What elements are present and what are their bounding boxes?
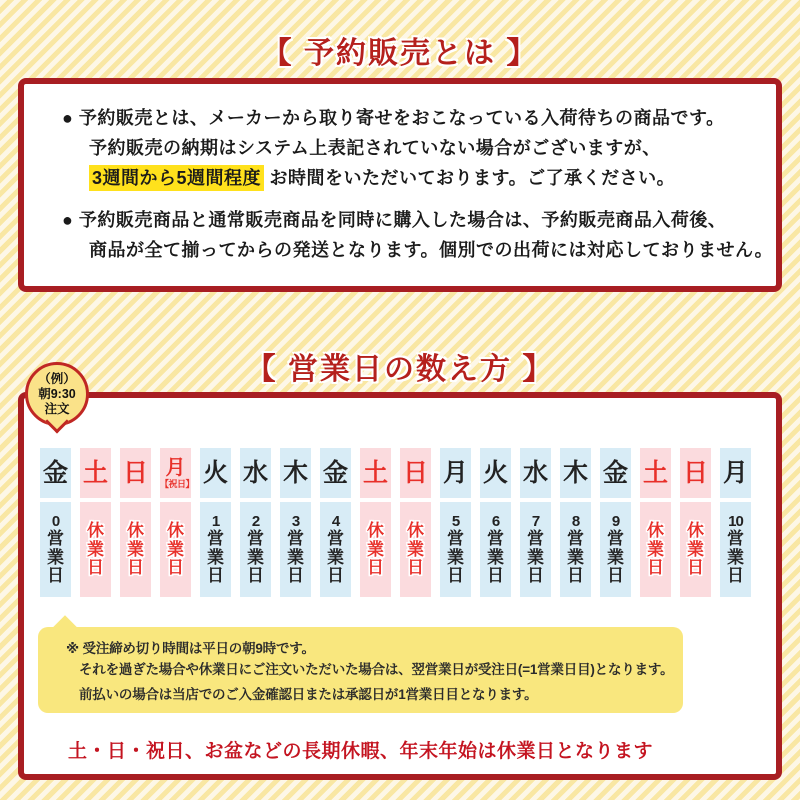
count-char: 日 [527, 566, 544, 586]
count-char: 休 [167, 520, 184, 540]
day-label: 金 [322, 458, 348, 487]
day-cell [720, 448, 751, 498]
count-char: 日 [567, 566, 584, 586]
day-label: 水 [522, 458, 548, 487]
count-char: 日 [447, 566, 464, 586]
calendar-column [280, 448, 311, 597]
day-cell [360, 448, 391, 498]
count-cell [480, 502, 511, 597]
count-char: 業 [167, 539, 184, 559]
preorder-bullet1-line3 [62, 163, 776, 193]
day-label: 火 [202, 458, 228, 487]
count-char: 日 [47, 566, 64, 586]
calendar-column [400, 448, 431, 597]
count-char: 休 [87, 520, 104, 540]
count-char: 営 [447, 528, 464, 548]
business-days-box [18, 392, 782, 780]
note-line-1: ※ 受注締め切り時間は平日の朝9時です。 [66, 641, 315, 656]
count-char: 休 [407, 520, 424, 540]
count-number: 7 [531, 512, 540, 530]
preorder-bullet1-line2: 予約販売の納期はシステム上表記されていない場合がございますが、 [89, 138, 661, 158]
count-char: 日 [127, 558, 144, 578]
preorder-info-box [18, 78, 782, 292]
count-cell [200, 502, 231, 597]
count-number: 6 [491, 512, 500, 530]
note-line-2: それを過ぎた場合や休業日にご注文いただいた場合は、翌営業日が受注日(=1営業日目)となります。 [79, 662, 674, 677]
calendar-column [160, 448, 195, 597]
calendar-column [440, 448, 471, 597]
count-char: 業 [247, 547, 264, 567]
calendar-column [680, 448, 711, 597]
note-line-3: 前払いの場合は当店でのご入金確認日または承認日が1営業日目となります。 [79, 687, 538, 702]
day-label: 日 [402, 458, 428, 487]
count-cell [40, 502, 71, 597]
calendar-column [120, 448, 151, 597]
count-cell [440, 502, 471, 597]
count-cell [280, 502, 311, 597]
day-label: 木 [282, 458, 308, 487]
calendar [40, 448, 751, 597]
count-char: 営 [47, 528, 64, 548]
calendar-column [600, 448, 631, 597]
count-char: 業 [527, 547, 544, 567]
count-char: 日 [727, 566, 744, 586]
count-char: 業 [607, 547, 624, 567]
count-char: 業 [207, 547, 224, 567]
count-char: 日 [167, 558, 184, 578]
count-char: 業 [687, 539, 704, 559]
count-char: 休 [647, 520, 664, 540]
bubble-line3: 注文 [44, 401, 70, 416]
count-number: 8 [571, 512, 580, 530]
count-number: 0 [51, 512, 60, 530]
calendar-column [720, 448, 751, 597]
day-label: 金 [42, 458, 68, 487]
count-char: 日 [87, 558, 104, 578]
count-char: 営 [287, 528, 304, 548]
count-char: 休 [367, 520, 384, 540]
day-label: 日 [122, 458, 148, 487]
count-char: 営 [527, 528, 544, 548]
count-cell [640, 502, 671, 597]
count-cell [120, 502, 151, 597]
day-cell [400, 448, 431, 498]
count-char: 日 [487, 566, 504, 586]
day-cell [40, 448, 71, 498]
count-char: 休 [687, 520, 704, 540]
count-number: 10 [728, 512, 743, 530]
count-char: 日 [367, 558, 384, 578]
count-cell [600, 502, 631, 597]
example-order-bubble [25, 362, 89, 426]
day-cell [600, 448, 631, 498]
count-number: 1 [211, 512, 220, 530]
count-char: 業 [447, 547, 464, 567]
count-char: 日 [207, 566, 224, 586]
count-char: 営 [567, 528, 584, 548]
day-cell [200, 448, 231, 498]
count-char: 業 [487, 547, 504, 567]
count-char: 日 [607, 566, 624, 586]
day-label: 月 [442, 458, 468, 487]
calendar-column [480, 448, 511, 597]
count-cell [240, 502, 271, 597]
day-label: 火 [482, 458, 508, 487]
holiday-notice: 土・日・祝日、お盆などの長期休暇、年末年始は休業日となります [67, 741, 653, 762]
count-cell [400, 502, 431, 597]
count-char: 日 [687, 558, 704, 578]
count-char: 業 [87, 539, 104, 559]
count-char: 営 [487, 528, 504, 548]
count-cell [160, 502, 191, 597]
count-char: 業 [287, 547, 304, 567]
count-char: 業 [367, 539, 384, 559]
preorder-bullet1-line1: ● 予約販売とは、メーカーから取り寄せをおこなっている入荷待ちの商品です。 [62, 108, 725, 128]
day-label: 土 [362, 458, 388, 487]
day-label: 金 [602, 458, 628, 487]
day-label: 日 [682, 458, 708, 487]
lead-time-rest: お時間をいただいております。ご了承ください。 [264, 168, 676, 188]
count-char: 休 [127, 520, 144, 540]
count-char: 業 [127, 539, 144, 559]
count-cell [520, 502, 551, 597]
count-number: 2 [251, 512, 260, 530]
count-char: 業 [727, 547, 744, 567]
preorder-bullet2-line1: ● 予約販売商品と通常販売商品を同時に購入した場合は、予約販売商品入荷後、 [62, 210, 727, 230]
day-cell [80, 448, 111, 498]
day-cell [120, 448, 151, 498]
count-cell [560, 502, 591, 597]
calendar-column [640, 448, 671, 597]
count-cell [680, 502, 711, 597]
count-char: 日 [407, 558, 424, 578]
day-label: 月 [165, 456, 186, 479]
count-char: 営 [327, 528, 344, 548]
business-days-title: 【 営業日の数え方 】 [245, 353, 555, 386]
count-number: 5 [451, 512, 460, 530]
count-cell [360, 502, 391, 597]
calendar-column [560, 448, 591, 597]
count-char: 営 [727, 528, 744, 548]
count-char: 業 [47, 547, 64, 567]
calendar-column [40, 448, 71, 597]
day-cell [520, 448, 551, 498]
day-cell [680, 448, 711, 498]
holiday-note: 【祝日】 [160, 478, 195, 489]
count-cell [80, 502, 111, 597]
day-cell [160, 448, 195, 498]
preorder-title: 【 予約販売とは 】 [261, 37, 539, 70]
day-label: 水 [242, 458, 268, 487]
bubble-line1: （例） [38, 371, 76, 386]
calendar-column [520, 448, 551, 597]
preorder-bullet2-line2: 商品が全て揃ってからの発送となります。個別での出荷には対応しておりません。 [89, 240, 774, 260]
day-cell [240, 448, 271, 498]
count-char: 営 [247, 528, 264, 548]
day-label: 月 [722, 458, 748, 487]
calendar-column [200, 448, 231, 597]
day-cell [560, 448, 591, 498]
count-number: 9 [611, 512, 620, 530]
calendar-column [240, 448, 271, 597]
day-cell [640, 448, 671, 498]
bubble-line2: 朝9:30 [38, 386, 76, 401]
day-label: 木 [562, 458, 588, 487]
count-char: 営 [207, 528, 224, 548]
count-char: 業 [327, 547, 344, 567]
day-cell [280, 448, 311, 498]
count-char: 業 [567, 547, 584, 567]
order-cutoff-note [38, 627, 683, 713]
day-cell [320, 448, 351, 498]
count-char: 日 [287, 566, 304, 586]
count-char: 営 [607, 528, 624, 548]
count-number: 4 [331, 512, 340, 530]
lead-time-highlight: 3週間から5週間程度 [89, 165, 264, 191]
day-cell [440, 448, 471, 498]
count-char: 業 [647, 539, 664, 559]
day-label: 土 [82, 458, 108, 487]
calendar-column [320, 448, 351, 597]
count-number: 3 [291, 512, 300, 530]
count-cell [320, 502, 351, 597]
calendar-column [360, 448, 391, 597]
calendar-column [80, 448, 111, 597]
count-char: 業 [407, 539, 424, 559]
note-pointer [52, 615, 77, 640]
count-cell [720, 502, 751, 597]
day-label: 土 [642, 458, 668, 487]
day-cell [480, 448, 511, 498]
count-char: 日 [327, 566, 344, 586]
count-char: 日 [247, 566, 264, 586]
count-char: 日 [647, 558, 664, 578]
